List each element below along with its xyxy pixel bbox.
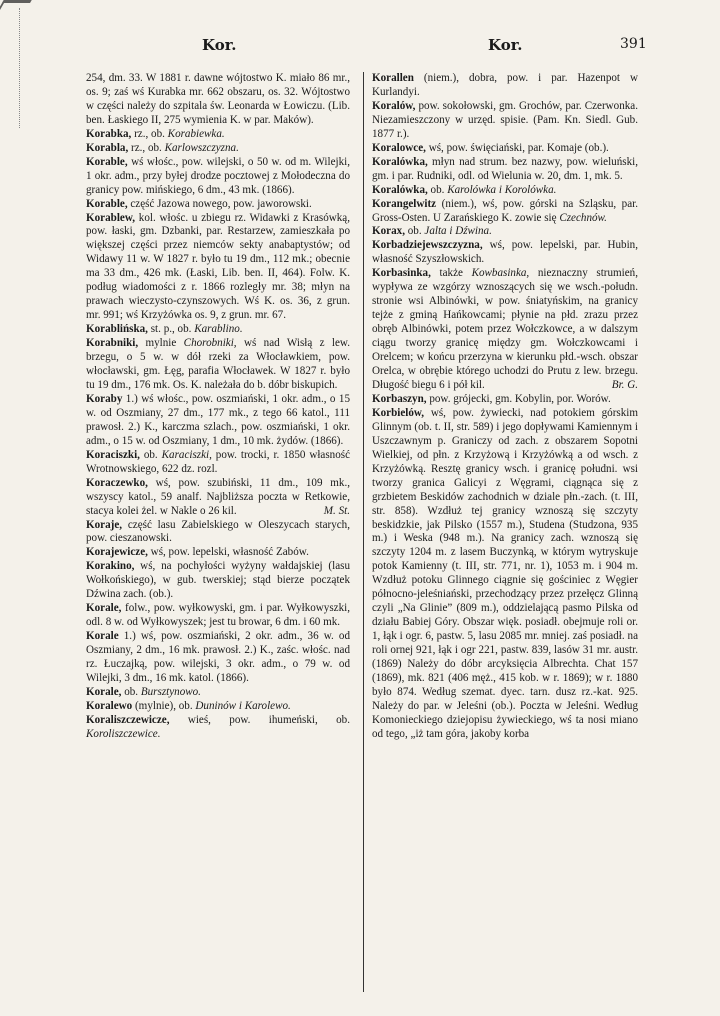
entry-text: wś nad Wisłą z lew. brzegu, o 5 w. w dół rzeki za Włocławkiem, pow. włocławski, gm. Łęg, parafia Włocławek. W 1827 r. było tu 19 dm., 176 mk. Os. K. należała do b. dóbr biskupich. [86, 337, 350, 391]
entry-text: wś, na pochyłości wyżyny wałdajskiej (lasu Wołkońskiego), w gub. twerskiej; stąd bierze początek Dźwina zach. (ob.). [86, 560, 350, 601]
entry-italic: Jalta i Dźwina. [424, 225, 492, 238]
entry-italic: Kowbasinka, [471, 267, 530, 280]
entry-italic: Karaciszki, [161, 448, 212, 461]
entry-italic: Karablino. [194, 323, 243, 336]
entry-headword: Korable, [86, 155, 128, 168]
dictionary-entry [86, 323, 350, 337]
left-column [86, 72, 350, 742]
entry-headword: Koraciszki, [86, 448, 140, 461]
entry-headword: Korabla, [86, 141, 129, 154]
entry-headword: Korale [86, 630, 119, 643]
dictionary-entry [372, 198, 638, 226]
entry-text: wś, pow. lepelski, własność Zabów. [147, 546, 309, 559]
header-center: Kor. [488, 36, 523, 54]
dictionary-entry [86, 198, 350, 212]
entry-headword: Korax, [372, 225, 405, 238]
entry-headword: Koralówka, [372, 183, 428, 196]
right-column [372, 72, 638, 742]
entry-headword: Koraje, [86, 518, 123, 531]
dictionary-entry [86, 142, 350, 156]
dictionary-entry [86, 560, 350, 602]
entry-headword: Korabniki, [86, 337, 139, 350]
entry-italic: Karlowszczyzna. [164, 141, 239, 154]
entry-headword: Koralewo [86, 699, 133, 712]
entry-headword: Koralówka, [372, 155, 428, 168]
page-number: 391 [620, 36, 647, 52]
entry-headword: Korakino, [86, 560, 135, 573]
gutter-dots [19, 8, 21, 128]
entry-text: wś, pow. święciański, par. Komaje (ob.). [425, 141, 609, 154]
entry-headword: Koralowce, [372, 141, 426, 154]
dictionary-entry [372, 100, 638, 142]
entry-italic: Karolówka i Korolówka. [447, 183, 557, 196]
entry-headword: Korable, [86, 197, 128, 210]
entry-text: kol. włośc. u zbiegu rz. Widawki z Krasówką, pow. łaski, gm. Dzbanki, par. Restarzew, zamieszkała po większej części przez niemców sekty anabaptystów; od Widawy 11 w. W 1827 r. było tu 19 dm., 112 mk.; obecnie ma 33 dm., 426 mk. (Łaski, Lib. ben. II, 464). Folw. K. podług wiadomości z r. 1866 rozległy mr. 38; młyn na prawach wieczysto-czynszowych. Wś K. os. 36, z grun. mr. 991; wś Krzyżówka os. 9, z grun. mr. 67. [86, 211, 350, 322]
entry-headword: Korablińska, [86, 323, 148, 336]
entry-text: część Jazowa nowego, pow. jaworowski. [127, 197, 312, 210]
dictionary-entry [86, 337, 350, 393]
dictionary-entry [86, 714, 350, 742]
dictionary-entry [86, 449, 350, 477]
entry-text: (niem.), dobra, pow. i par. Hazenpot w Kurlandyi. [372, 72, 638, 98]
entry-text: nieznaczny strumień, wypływa ze wzgórzy wznoszących się we wsch.-połudn. stronie wsi Albinówki, w pow. śniatyńskim, na granicy tejże z gminą Hańkowcami; płynie na płd. zrazu przez obręb Albinówki, potem przez Wołczkowce, a w dalszym ciągu tworzy granicę między gm. Wołczkowcami i Orelcem; w końcu przerzyna w kierunku płd.-wsch. obszar Orelca, w obrębie którego uchodzi do Prutu z lew. brzegu. Długość biegu 6 i pół kil. [372, 267, 638, 391]
dictionary-entry [372, 184, 638, 198]
entry-italic: Czechnów. [559, 211, 607, 224]
entry-headword: Korajewicze, [86, 546, 148, 559]
dictionary-entry [86, 686, 350, 700]
dictionary-entry [372, 267, 638, 393]
entry-italic: Chorobniki, [183, 337, 237, 350]
dictionary-entry [372, 225, 638, 239]
entry-signature: M. St. [323, 504, 350, 517]
entry-signature: Br. G. [611, 378, 638, 391]
entry-text: mylnie [138, 337, 184, 350]
dictionary-entry [372, 156, 638, 184]
entry-headword: Korbadziejewszczyzna, [372, 239, 483, 252]
entry-headword: Koraczewko, [86, 476, 148, 489]
entry-text: pow. grójecki, gm. Kobylin, por. Worów. [426, 392, 611, 405]
entry-headword: Korale, [86, 602, 122, 615]
entry-headword: Korale, [86, 685, 122, 698]
column-divider [363, 72, 364, 992]
dictionary-entry [86, 602, 350, 630]
entry-text: ob. [139, 448, 162, 461]
entry-text: wieś, pow. ihumeński, ob. [169, 713, 350, 726]
entry-text: pow. trocki, r. 1850 własność Wrotnowskiego, 622 dz. rozl. [86, 448, 350, 475]
dictionary-entry [86, 212, 350, 324]
entry-italic: Koroliszczewice. [86, 727, 161, 740]
entry-text: także [430, 267, 472, 280]
entry-headword: Koralów, [372, 99, 416, 112]
entry-italic: Korabiewka. [167, 127, 225, 140]
header-left: Kor. [202, 36, 237, 54]
dictionary-entry [86, 700, 350, 714]
entry-text: wś, pow. szubiński, 11 dm., 109 mk., wszyscy katol., 59 analf. Najbliższa poczta w Retkowie, stacya kolei żel. w Nakle o 26 kil. [86, 476, 350, 517]
entry-headword: Korallen [372, 72, 414, 84]
entry-text: 254, dm. 33. W 1881 r. dawne wójtostwo K. miało 86 mr., os. 9; zaś wś Kurabka mr. 662 obszaru, os. 32. Wójtostwo w części należy do szpitala św. Leonarda w Łowiczu. (Lib. ben. Łaskiego II, 275 wymienia K. w par. Maków). [86, 72, 350, 126]
entry-text: młyn nad strum. bez nazwy, pow. wieluński, gm. i par. Rudniki, odl. od Wielunia w. 20, dm. 1, mk. 5. [372, 155, 638, 182]
entry-text: (mylnie), ob. [132, 699, 196, 712]
dictionary-entry [86, 477, 350, 519]
entry-text: rz., ob. [131, 127, 168, 140]
dictionary-entry [372, 72, 638, 100]
entry-text: folw., pow. wyłkowyski, gm. i par. Wyłkowyszki, odl. 8 w. od Wyłkowyszek; jest tu browar, 6 dm. i 60 mk. [86, 602, 350, 629]
entry-text: pow. sokołowski, gm. Grochów, par. Czerwonka. Niezamieszczony w urzęd. spisie. (Pam. Kn. Siedl. Gub. 1877 r.). [372, 99, 638, 140]
entry-text: 1.) wś włośc., pow. oszmiański, 1 okr. adm., o 15 w. od Oszmiany, 27 dm., 177 mk., z tego 66 katol., 111 prawosł. 2.) K., karczma szlach., pow. oszmiański, 1 okr. adm., o 15 w. od Oszmiany, 1 dm., 10 mk. żydów. (1866). [86, 392, 350, 447]
entry-italic: Bursztynowo. [140, 685, 201, 698]
entry-text: (niem.), wś, pow. górski na Szląsku, par. Gross-Osten. U Zarańskiego K. zowie się [372, 197, 638, 224]
entry-text: rz., ob. [128, 141, 165, 154]
entry-text: ob. [121, 685, 141, 698]
dictionary-entry [86, 72, 350, 128]
entry-headword: Korbaszyn, [372, 392, 427, 405]
dictionary-entry [86, 393, 350, 449]
dictionary-entry [86, 546, 350, 560]
entry-headword: Korangelwitz [372, 197, 437, 210]
entry-headword: Korbielów, [372, 406, 425, 419]
entry-text: ob. [404, 225, 425, 238]
entry-headword: Koraliszczewicze, [86, 713, 170, 726]
dictionary-entry [372, 407, 638, 742]
entry-italic: Duninów i Karolewo. [195, 699, 291, 712]
entry-headword: Korablew, [86, 211, 135, 224]
dictionary-entry [86, 156, 350, 198]
dictionary-entry [86, 630, 350, 686]
dictionary-entry [372, 142, 638, 156]
entry-headword: Korabka, [86, 127, 132, 140]
dictionary-entry [372, 239, 638, 267]
entry-headword: Korbasinka, [372, 267, 431, 280]
dictionary-entry [86, 128, 350, 142]
entry-headword: Koraby [86, 392, 123, 405]
entry-text: ob. [427, 183, 448, 196]
entry-text: 1.) wś, pow. oszmiański, 2 okr. adm., 36 w. od Oszmiany, 2 dm., 16 mk. prawosł. 2.) K., zaśc. włośc. nad rz. Łuczajką, pow. wilejski, 3 okr. adm., o 79 w. od Wilejki, 3 dm., 16 mk. katol. (1866). [86, 630, 350, 684]
entry-text: część lasu Zabielskiego w Oleszycach starych, pow. cieszanowski. [86, 518, 350, 545]
entry-text: wś, pow. lepelski, par. Hubin, własność Szyszłowskich. [372, 239, 638, 266]
corner-scan-mark [0, 0, 32, 13]
running-header [0, 36, 720, 56]
entry-text: wś włośc., pow. wilejski, o 50 w. od m. Wilejki, 1 okr. adm., przy byłej drodze pocztowej z Mołodeczna do granicy pow. mińskiego, 6 dm., 43 mk. (1866). [86, 155, 350, 196]
dictionary-entry [372, 393, 638, 407]
entry-text: wś, pow. żywiecki, nad potokiem górskim Glinnym (ob. t. II, str. 589) i jego dopływami Kamiennym i Uszczawnym p. Graniczy od zach. z obszarem Sopotni Wielkiej, od płn. z Krzyżową i Krzyżówką a od wsch. z Krzyżówką. Resztę granicy wsch. i granicę południ. wsi tworzy granica Galicyi z Węgrami, ciągnąca się z grzbietem Beskidów zachodnich w dziale płn.-zach. (t. III, str. 858). Wzdłuż tej granicy wznoszą się szczyty beskidzkie, jak Pilsko (1557 m.), Studena (Studzona, 935 m.) i Weska (948 m.). Na granicy zach. wznoszą się szczyty 1204 m. z lasem Buczynką, w którym wytryskuje potok Kamienny (t. III, str. 771, nr. 1), 1053 m. i 904 m. Wzdłuż potoku Glinnego ciągnie się gościniec z Węgier północno-jeleśniański, przechodzący przez przełęcz Glinną czyli „Na Glinie” (809 m.), oddzielającą pasmo Pilska od działu Babiej Góry. Obszar więk. posiadł. obejmuje roli or. 1, łąk i ogr. 6, pastw. 5, lasu 2085 mr. mniej. zaś posiadł. na roli ornej 921, łąk i ogr 221, pastw. 839, lasów 31 mr. austr. (1869) Należy do dóbr arcyksięcia Albrechta. Chat 157 (1869), mk. 821 (406 męż., 415 kob. w r. 1869); w r. 1880 było 874. Według szemat. dyec. tarn. dusz rz.-kat. 925. Należy do par. w Jeleśni (ob.). Poczta w Jeleśni. Według Komonieckiego dziejopisu żywieckiego, wś ta nosi miano od tego, „iż tam góra, jakoby korba [372, 406, 638, 740]
entry-text: st. p., ob. [147, 323, 195, 336]
dictionary-entry [86, 519, 350, 547]
